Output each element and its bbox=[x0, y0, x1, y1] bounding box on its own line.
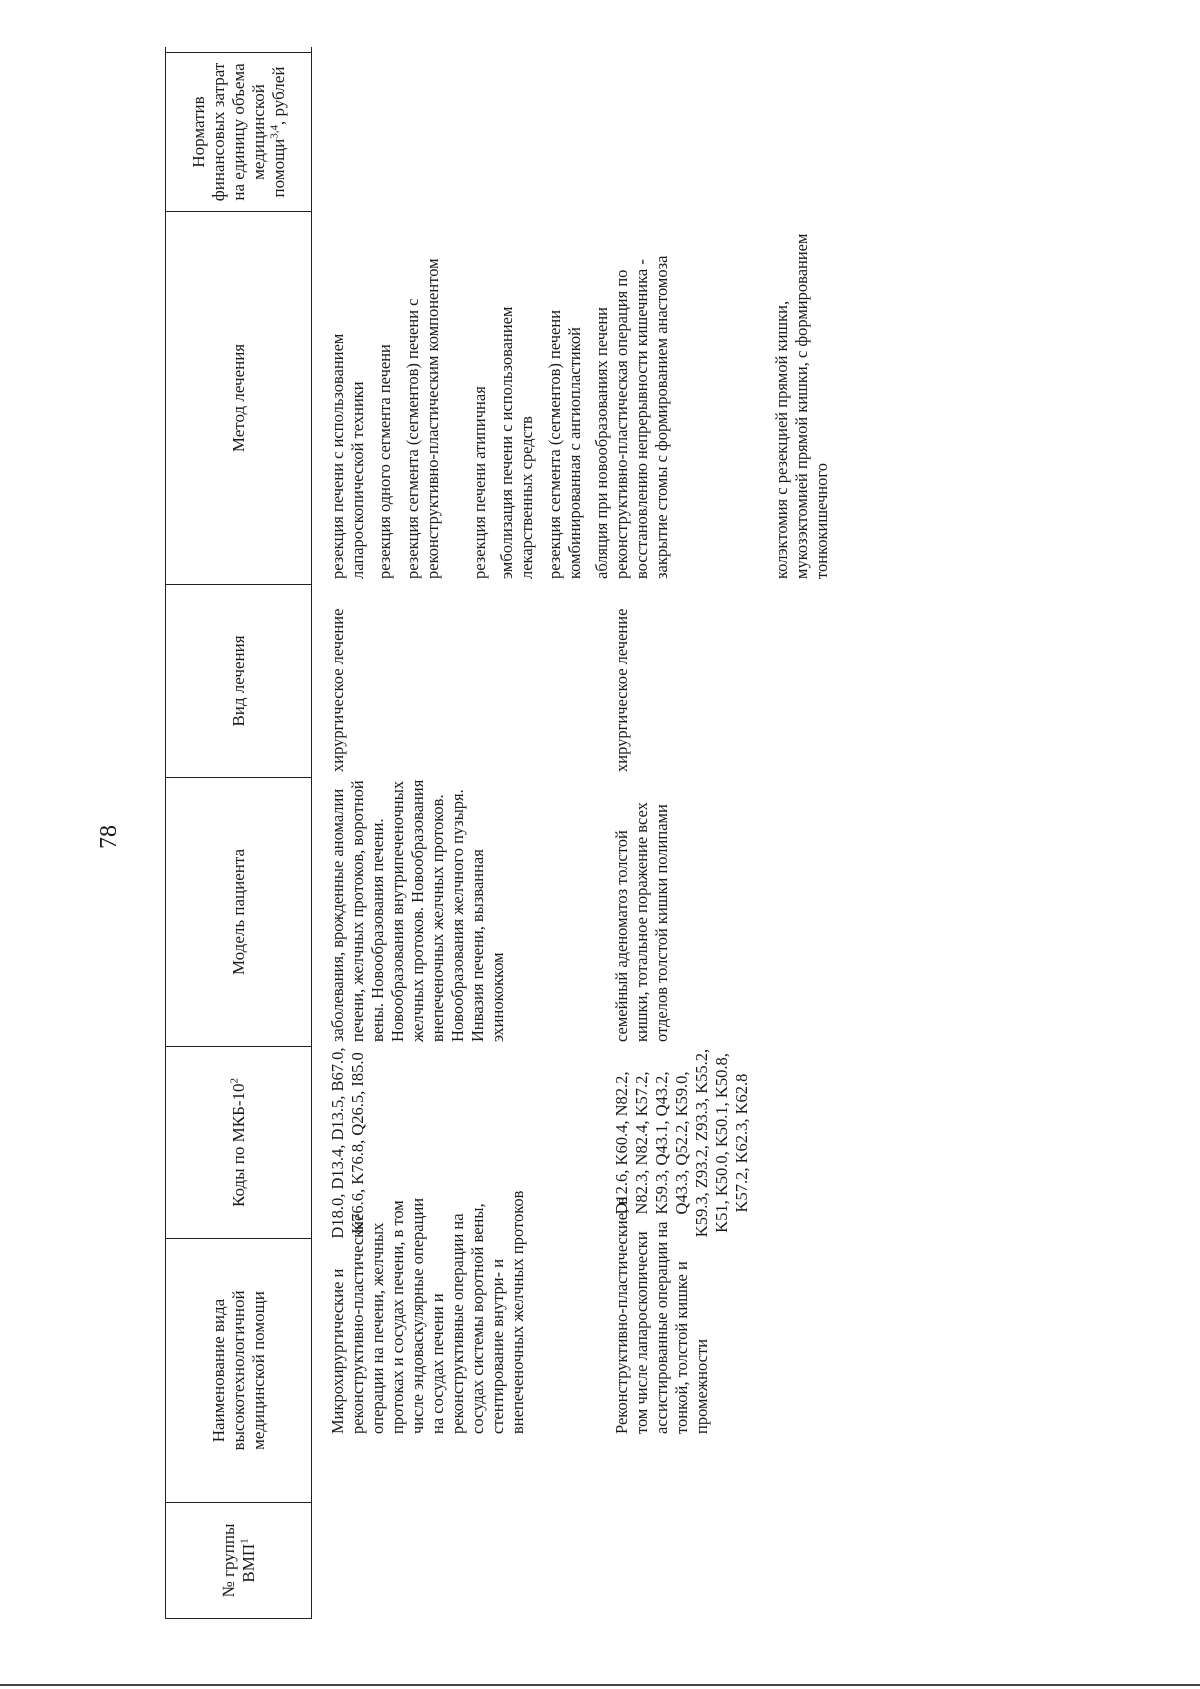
header-icd-codes: Коды по МКБ-$10^2$ bbox=[166, 1046, 311, 1238]
page-number: 78 bbox=[96, 825, 122, 849]
row-1-method-5: эмболизация печени с использованием лекарственных средств bbox=[497, 306, 536, 579]
row-2-method-2: колэктомия с резекцией прямой кишки, мукозэктомией прямой кишки, с формированием тонкокишечного bbox=[772, 233, 831, 579]
row-2-icd-codes: D12.6, K60.4, N82.2, N82.3, N82.4, K57.2, K59.3, Q43.1, Q43.2, Q43.3, Q52.2, K59.0, K59.3, Z93.2, Z93.3, K55.2, K51, K50.0, K50.1, K50.8, K57.2, K62.3, K62.8 bbox=[612, 1048, 751, 1238]
row-2-method-1: реконструктивно-пластическая операция по восстановлению непрерывности кишечника - закрытие стомы с формированием анастомоза bbox=[612, 255, 671, 579]
row-1-method-1: резекция печени с использованием лапароскопической техники bbox=[328, 333, 367, 579]
row-1-treatment-kind: хирургическое лечение bbox=[328, 608, 347, 772]
header-group-number: № группы ВМП$^1$ bbox=[166, 1502, 311, 1618]
row-1-method-3: резекция сегмента (сегментов) печени с реконструктивно-пластическим компонентом bbox=[403, 258, 442, 579]
row-1-method-6: резекция сегмента (сегментов) печени комбинированная с ангиопластикой bbox=[545, 309, 584, 579]
row-1-icd-codes: D18.0, D13.4, D13.5, B67.0, K76.6, K76.8, Q26.5, I85.0 bbox=[328, 1047, 367, 1239]
row-2-treatment-kind: хирургическое лечение bbox=[612, 608, 631, 772]
row-2-patient-model: семейный аденоматоз толстой кишки, тотальное поражение всех отделов толстой кишки полипами bbox=[612, 802, 671, 1042]
header-treatment-method: Метод лечения bbox=[166, 211, 311, 584]
row-1-method-2: резекция одного сегмента печени bbox=[375, 344, 394, 579]
row-1-method-4: резекция печени атипичная bbox=[470, 386, 489, 579]
header-care-type: Наименование вида высокотехнологичной медицинской помощи bbox=[166, 1238, 311, 1502]
table-header bbox=[165, 47, 312, 1619]
row-1-method-7: абляция при новообразованиях печени bbox=[592, 307, 611, 579]
row-1-care-type: Микрохирургические и реконструктивно-пластические операции на печени, желчных протоках и сосудах печени, в том числе эндоваскулярные операции на сосудах печени и реконструктивные операции на сосудах системы воротной вены, стентирование внутри- и внепеченочных желчных протоков bbox=[328, 1190, 527, 1434]
header-cost-norm: Норматив финансовых затрат на единицу объема медицинской помощи$^{3,4}$, рублей bbox=[166, 52, 311, 211]
page-bottom-rule bbox=[0, 1684, 1200, 1686]
row-2-care-type: Реконструктивно-пластические, в том числе лапароскопически ассистированные операции на тонкой, толстой кишке и промежности bbox=[612, 1196, 711, 1434]
row-1-patient-model: заболевания, врожденные аномалии печени, желчных протоков, воротной вены. Новообразования печени. Новообразования внутрипеченочных желчных протоков. Новообразования внепеченочных желчных протоков. Новообразования желчного пузыря. Инвазия печени, вызванная эхинококком bbox=[328, 779, 507, 1042]
header-patient-model: Модель пациента bbox=[166, 777, 311, 1046]
vmp-table bbox=[165, 47, 312, 1619]
header-treatment-kind: Вид лечения bbox=[166, 584, 311, 777]
